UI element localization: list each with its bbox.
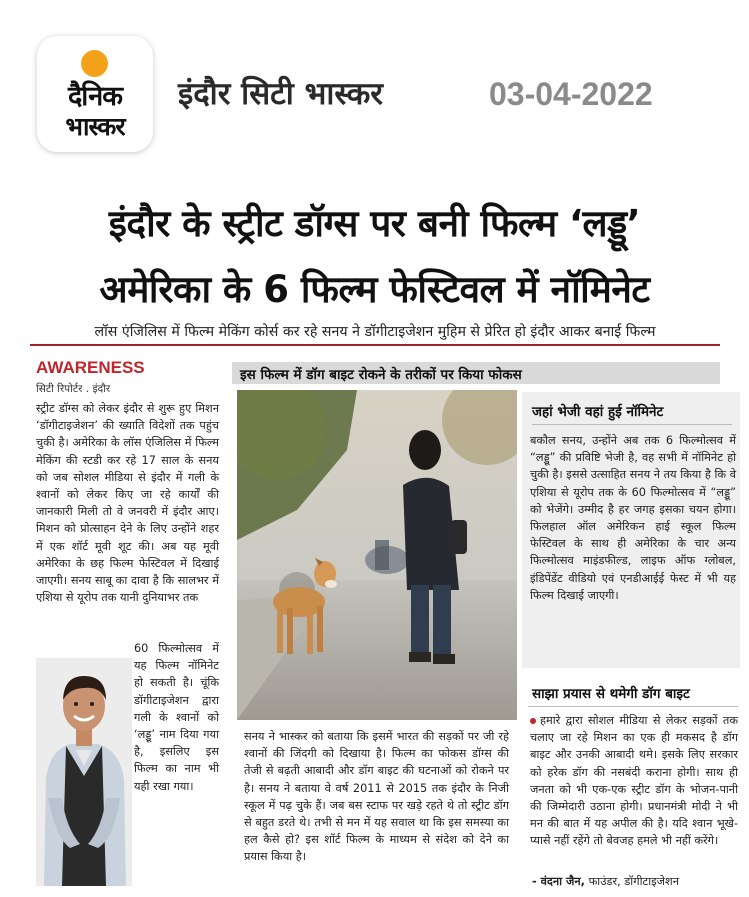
joint-effort-title: साझा प्रयास से थमेगी डॉग बाइट — [532, 686, 690, 702]
headline-divider — [30, 344, 720, 346]
left-paragraph: स्ट्रीट डॉग्स को लेकर इंदौर से शुरू हुए मिशन ‘डॉगीटाइजेशन’ की ख्याति विदेशों तक पहुंच चुकी है। अमेरिका के लॉस एंजिलिस में फिल्म मेकिंग की स्टडी कर रहे 17 साल के सनय को जब सोशल मीडिया से इंदौर में गली के श्वानों को लेकर किए जा रहे कार्यों की जानकारी मिली तो वे जनवरी में इंदौर आए। मिशन को प्रोत्साहन देने के लिए उन्होंने शहर में एक शॉर्ट मूवी शूट की। अब यह मूवी अमेरिका के छह फिल्म फेस्टिवल में दिखाई जाएगी। सनय साबू का दावा है कि सालभर में एशिया से यूरोप तक यानी दुनियाभर तक — [36, 402, 219, 605]
street-scene-illustration — [237, 390, 517, 720]
publication-date: 03-04-2022 — [489, 76, 653, 112]
bullet-icon — [530, 718, 536, 724]
signature-role: फाउंडर, डॉगीटाइजेशन — [584, 875, 680, 888]
signature-name: - वंदना जैन, — [532, 875, 585, 888]
headline-line-1: इंदौर के स्ट्रीट डॉग्स पर बनी फिल्म ‘लड्डू’ — [108, 202, 641, 245]
section-kicker: AWARENESS — [36, 358, 145, 377]
nomination-box-title: जहां भेजी वहां हुई नॉमिनेट — [532, 404, 664, 420]
sun-icon — [81, 50, 108, 77]
logo-text-line2: भास्कर — [65, 112, 125, 141]
wrap-paragraph: 60 फिल्मोत्सव में यह फिल्म नॉमिनेट हो सकती है। चूंकि डॉगीटाइजेशन द्वारा गली के श्वानों को ‘लड्डू’ नाम दिया गया है, इसलिए इस फिल्म का नाम भी यही रखा गया। — [134, 642, 219, 793]
subheadline: लॉस एंजिलिस में फिल्म मेकिंग कोर्स कर रहे सनय ने डॉगीटाइजेशन मुहिम से प्रेरित हो इंदौर आकर बनाई फिल्म — [94, 324, 656, 340]
logo-text-line1: दैनिक — [67, 81, 123, 112]
joint-effort-body: हमारे द्वारा सोशल मीडिया से लेकर सड़कों तक चलाए जा रहे मिशन का एक ही मकसद है डॉग बाइट और उनकी आबादी थमे। इसके लिए सरकार को हरेक डॉग की नसबंदी कराना होगी। साथ ही जनता को भी एक-एक स्ट्रीट डॉग के भोजन-पानी की जिम्मेदारी उठाना होगी। प्रधानमंत्री मोदी ने भी मन की बात में यह अपील की है। यदि श्वान भूखे-प्यासे नहीं रहेंगे तो बेवजह हमले भी नहीं करेंगे। — [530, 714, 738, 848]
portrait-photo — [36, 658, 132, 886]
center-paragraph: सनय ने भास्कर को बताया कि इसमें भारत की सड़कों पर जी रहे श्वानों की जिंदगी को दिखाया है। फिल्म का फोकस डॉग्स की तेजी से बढ़ती आबादी और डॉग बाइट की घटनाओं को रोकने पर है। सनय ने बताया वे वर्ष 2011 से 2015 तक इंदौर के निजी स्कूल में पढ़ चुके हैं। जब बस स्टाफ पर खड़े रहते थे तो स्ट्रीट डॉग से बहुत डरते थे। तभी से मन में यह सवाल था कि इस समस्या का हल कैसे हो? इस शॉर्ट फिल्म के माध्यम से संदेश को देने का प्रयास किया है। — [244, 730, 509, 864]
section-band-title: इस फिल्म में डॉग बाइट रोकने के तरीकों पर किया फोकस — [240, 367, 522, 383]
joint-effort-text — [530, 712, 738, 850]
nomination-box-divider — [532, 424, 732, 425]
left-article-text — [36, 400, 219, 606]
edition-name: इंदौर सिटी भास्कर — [178, 76, 383, 112]
left-wrap-text — [134, 640, 219, 795]
joint-effort-divider — [528, 706, 738, 707]
logo-dainik-bhaskar — [37, 36, 153, 152]
byline: सिटी रिपोर्टर . इंदौर — [36, 383, 111, 395]
street-dog-photo — [237, 390, 517, 720]
nomination-paragraph: बकौल सनय, उन्होंने अब तक 6 फिल्मोत्सव में “लड्डू” की प्रविष्टि भेजी है, वह सभी में नॉमिनेट हो चुकी है। इससे उत्साहित सनय ने तय किया है कि वे एशिया से यूरोप तक के 60 फिल्मोत्सव में “लड्डू” को भेजेंगे। उम्मीद है हर जगह इसका चयन होगा। फिलहाल ऑल अमेरिकन हाई स्कूल फिल्म फेस्टिवल के साथ ही अमेरिका के चार अन्य फिल्मोत्सव माइंडफील्ड, लाइफ ऑफ ग्लोबल, इंडिपेंडेंट वीडियो एवं एनडीआईई फेस्ट में भी यह फिल्म दिखाई जाएगी। — [530, 434, 736, 602]
center-article-text — [244, 728, 509, 866]
headline-line-2: अमेरिका के 6 फिल्म फेस्टिवल में नॉमिनेट — [99, 268, 650, 311]
nomination-box-text — [530, 432, 736, 604]
portrait-illustration — [36, 658, 132, 886]
joint-effort-paragraph — [530, 712, 738, 850]
quote-signature — [532, 874, 679, 889]
